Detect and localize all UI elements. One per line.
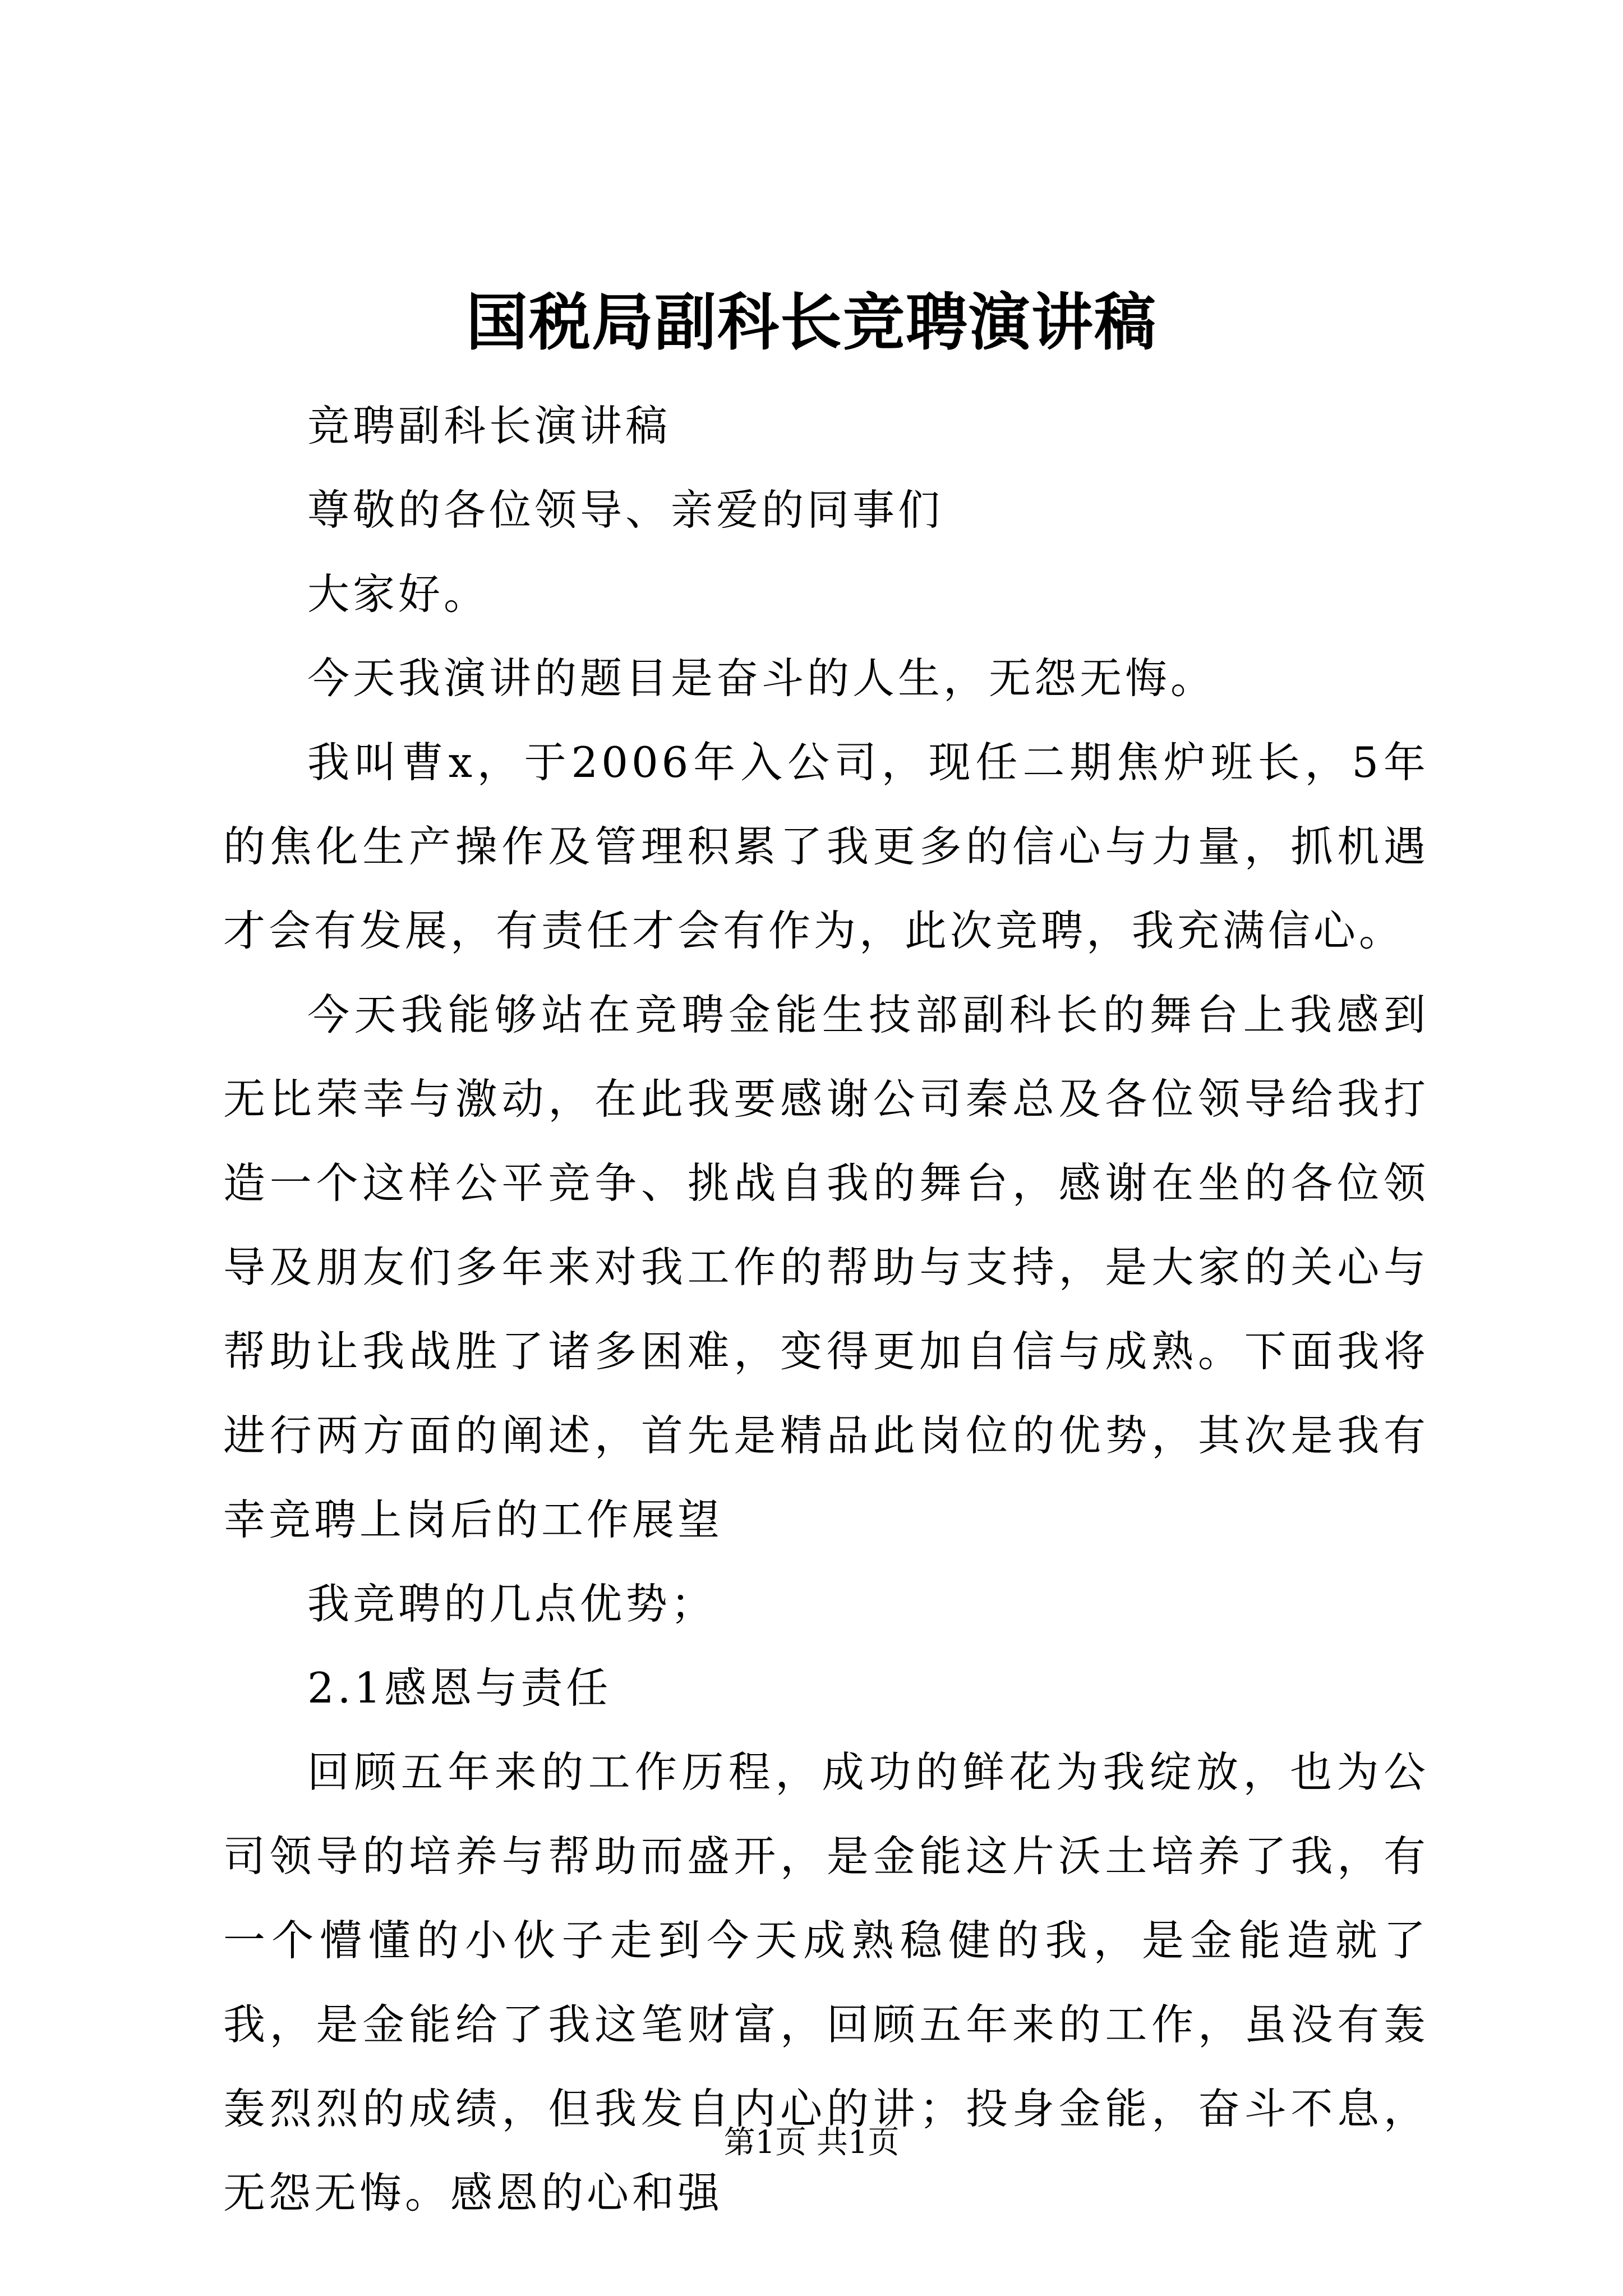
paragraph: 今天我演讲的题目是奋斗的人生，无怨无悔。	[307, 654, 1216, 703]
paragraph: 回顾五年来的工作历程，成功的鲜花为我绽放，也为公司领导的培养与帮助而盛开，是金能这片沃土培养了我，有一个懵懂的小伙子走到今天成熟稳健的我，是金能造就了我，是金能给了我这笔财富，回顾五年来的工作，虽没有轰轰烈烈的成绩，但我发自内心的讲；投身金能，奋斗不息，无怨无悔。感恩的心和强	[223, 1747, 1429, 2217]
paragraph: 2.1感恩与责任	[307, 1663, 612, 1713]
document-body	[223, 384, 1429, 2235]
paragraph: 竞聘副科长演讲稿	[307, 401, 671, 450]
paragraph: 尊敬的各位领导、亲爱的同事们	[307, 485, 944, 535]
page-number-footer: 第1页 共1页	[723, 2124, 900, 2161]
document-title: 国税局副科长竞聘演讲稿	[466, 286, 1157, 358]
paragraph: 我叫曹x，于2006年入公司，现任二期焦炉班长，5年的焦化生产操作及管理积累了我更多的信心与力量，抓机遇才会有发展，有责任才会有作为，此次竞聘，我充满信心。	[223, 738, 1429, 955]
paragraph: 我竞聘的几点优势；	[307, 1579, 717, 1628]
paragraph: 今天我能够站在竞聘金能生技部副科长的舞台上我感到无比荣幸与激动，在此我要感谢公司秦总及各位领导给我打造一个这样公平竞争、挑战自我的舞台，感谢在坐的各位领导及朋友们多年来对我工作的帮助与支持，是大家的关心与帮助让我战胜了诸多困难，变得更加自信与成熟。下面我将进行两方面的阐述，首先是精品此岗位的优势，其次是我有幸竞聘上岗后的工作展望	[223, 990, 1429, 1544]
paragraph: 大家好。	[307, 569, 490, 619]
